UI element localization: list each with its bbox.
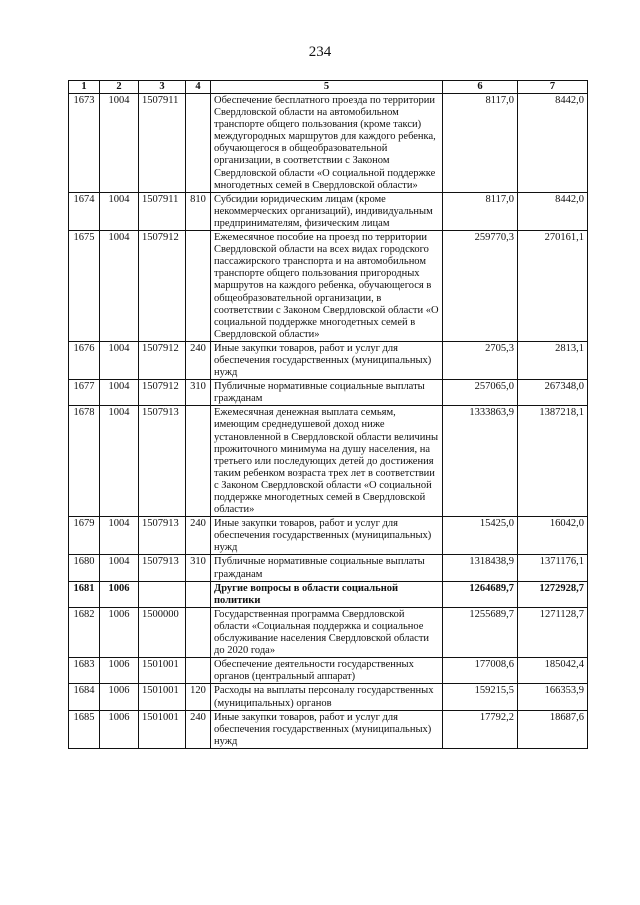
amount-year2-cell: 18687,6 xyxy=(518,710,588,748)
column-header: 3 xyxy=(139,81,186,94)
section-code-cell: 1006 xyxy=(100,684,139,710)
section-code-cell: 1004 xyxy=(100,341,139,379)
target-code-cell: 1501001 xyxy=(139,684,186,710)
amount-year2-cell: 1371176,1 xyxy=(518,555,588,581)
target-code-cell: 1507911 xyxy=(139,192,186,230)
description-cell: Публичные нормативные социальные выплаты гражданам xyxy=(211,555,443,581)
row-number-cell: 1675 xyxy=(69,231,100,342)
amount-year1-cell: 259770,3 xyxy=(443,231,518,342)
description-cell: Обеспечение деятельности государственных органов (центральный аппарат) xyxy=(211,658,443,684)
target-code-cell: 1507913 xyxy=(139,406,186,517)
target-code-cell: 1507911 xyxy=(139,94,186,193)
table-row xyxy=(69,581,588,607)
target-code-cell: 1507913 xyxy=(139,517,186,555)
target-code-cell: 1501001 xyxy=(139,658,186,684)
description-cell: Иные закупки товаров, работ и услуг для обеспечения государственных (муниципальных) нужд xyxy=(211,517,443,555)
table-row xyxy=(69,231,588,342)
amount-year2-cell: 16042,0 xyxy=(518,517,588,555)
amount-year1-cell: 8117,0 xyxy=(443,192,518,230)
table-row xyxy=(69,380,588,406)
row-number-cell: 1677 xyxy=(69,380,100,406)
target-code-cell: 1500000 xyxy=(139,607,186,657)
section-code-cell: 1004 xyxy=(100,231,139,342)
column-header: 4 xyxy=(186,81,211,94)
table-row xyxy=(69,684,588,710)
amount-year1-cell: 1318438,9 xyxy=(443,555,518,581)
row-number-cell: 1679 xyxy=(69,517,100,555)
amount-year1-cell: 17792,2 xyxy=(443,710,518,748)
description-cell: Государственная программа Свердловской области «Социальная поддержка и социальное обслуживание населения Свердловской области до 2020 года» xyxy=(211,607,443,657)
table-row xyxy=(69,406,588,517)
amount-year1-cell: 15425,0 xyxy=(443,517,518,555)
target-code-cell: 1507912 xyxy=(139,231,186,342)
expense-type-cell: 120 xyxy=(186,684,211,710)
description-cell: Ежемесячная денежная выплата семьям, имеющим среднедушевой доход ниже установленной в Свердловской области величины прожиточного минимума на душу населения, на третьего или последующих детей до достижения таким ребенком возраста трех лет в соответствии с Законом Свердловской области «О социальной поддержке многодетных семей в Свердловской области» xyxy=(211,406,443,517)
row-number-cell: 1676 xyxy=(69,341,100,379)
expense-type-cell xyxy=(186,406,211,517)
amount-year2-cell: 185042,4 xyxy=(518,658,588,684)
column-header: 1 xyxy=(69,81,100,94)
target-code-cell: 1507912 xyxy=(139,341,186,379)
description-cell: Публичные нормативные социальные выплаты гражданам xyxy=(211,380,443,406)
row-number-cell: 1680 xyxy=(69,555,100,581)
expense-type-cell xyxy=(186,607,211,657)
amount-year1-cell: 177008,6 xyxy=(443,658,518,684)
table-row xyxy=(69,341,588,379)
row-number-cell: 1678 xyxy=(69,406,100,517)
amount-year1-cell: 8117,0 xyxy=(443,94,518,193)
amount-year1-cell: 2705,3 xyxy=(443,341,518,379)
expense-type-cell xyxy=(186,581,211,607)
expense-type-cell: 310 xyxy=(186,555,211,581)
target-code-cell: 1501001 xyxy=(139,710,186,748)
section-code-cell: 1004 xyxy=(100,555,139,581)
section-code-cell: 1004 xyxy=(100,94,139,193)
row-number-cell: 1684 xyxy=(69,684,100,710)
section-code-cell: 1004 xyxy=(100,406,139,517)
row-number-cell: 1673 xyxy=(69,94,100,193)
description-cell: Расходы на выплаты персоналу государственных (муниципальных) органов xyxy=(211,684,443,710)
row-number-cell: 1685 xyxy=(69,710,100,748)
description-cell: Иные закупки товаров, работ и услуг для обеспечения государственных (муниципальных) нужд xyxy=(211,710,443,748)
description-cell: Субсидии юридическим лицам (кроме некоммерческих организаций), индивидуальным предпринимателям, физическим лицам xyxy=(211,192,443,230)
row-number-cell: 1674 xyxy=(69,192,100,230)
budget-table xyxy=(68,80,588,749)
expense-type-cell: 310 xyxy=(186,380,211,406)
expense-type-cell xyxy=(186,94,211,193)
section-code-cell: 1006 xyxy=(100,710,139,748)
section-code-cell: 1004 xyxy=(100,517,139,555)
table-row xyxy=(69,94,588,193)
expense-type-cell: 240 xyxy=(186,341,211,379)
expense-type-cell: 240 xyxy=(186,517,211,555)
amount-year2-cell: 166353,9 xyxy=(518,684,588,710)
description-cell: Ежемесячное пособие на проезд по территории Свердловской области на всех видах городского пассажирского транспорта и на автомобильном транспорте общего пользования пригородных маршрутов на каждого ребенка, обучающегося в общеобразовательной организации, в соответствии с Законом Свердловской области «О социальной поддержке многодетных семей в Свердловской области» xyxy=(211,231,443,342)
amount-year2-cell: 270161,1 xyxy=(518,231,588,342)
expense-type-cell xyxy=(186,658,211,684)
column-header: 6 xyxy=(443,81,518,94)
table-row xyxy=(69,607,588,657)
page-number: 234 xyxy=(308,44,332,60)
column-header: 2 xyxy=(100,81,139,94)
description-cell: Иные закупки товаров, работ и услуг для обеспечения государственных (муниципальных) нужд xyxy=(211,341,443,379)
table-row xyxy=(69,710,588,748)
amount-year2-cell: 1272928,7 xyxy=(518,581,588,607)
amount-year2-cell: 1387218,1 xyxy=(518,406,588,517)
amount-year2-cell: 267348,0 xyxy=(518,380,588,406)
amount-year2-cell: 2813,1 xyxy=(518,341,588,379)
section-code-cell: 1004 xyxy=(100,192,139,230)
section-code-cell: 1004 xyxy=(100,380,139,406)
amount-year2-cell: 1271128,7 xyxy=(518,607,588,657)
section-code-cell: 1006 xyxy=(100,581,139,607)
row-number-cell: 1681 xyxy=(69,581,100,607)
description-cell: Другие вопросы в области социальной политики xyxy=(211,581,443,607)
section-code-cell: 1006 xyxy=(100,607,139,657)
amount-year1-cell: 1264689,7 xyxy=(443,581,518,607)
amount-year2-cell: 8442,0 xyxy=(518,192,588,230)
table-row xyxy=(69,658,588,684)
description-cell: Обеспечение бесплатного проезда по территории Свердловской области на автомобильном транспорте общего пользования (кроме такси) междугородных маршрутов для каждого ребенка, обучающегося в общеобразовательной организации, в соответствии с Законом Свердловской области «О социальной поддержке многодетных семей в Свердловской области» xyxy=(211,94,443,193)
table-row xyxy=(69,555,588,581)
row-number-cell: 1682 xyxy=(69,607,100,657)
amount-year1-cell: 257065,0 xyxy=(443,380,518,406)
target-code-cell: 1507912 xyxy=(139,380,186,406)
target-code-cell xyxy=(139,581,186,607)
amount-year1-cell: 1255689,7 xyxy=(443,607,518,657)
row-number-cell: 1683 xyxy=(69,658,100,684)
section-code-cell: 1006 xyxy=(100,658,139,684)
column-header: 5 xyxy=(211,81,443,94)
expense-type-cell: 240 xyxy=(186,710,211,748)
header-row xyxy=(69,81,588,94)
expense-type-cell: 810 xyxy=(186,192,211,230)
table-row xyxy=(69,192,588,230)
amount-year1-cell: 1333863,9 xyxy=(443,406,518,517)
amount-year1-cell: 159215,5 xyxy=(443,684,518,710)
column-header: 7 xyxy=(518,81,588,94)
expense-type-cell xyxy=(186,231,211,342)
target-code-cell: 1507913 xyxy=(139,555,186,581)
amount-year2-cell: 8442,0 xyxy=(518,94,588,193)
table-row xyxy=(69,517,588,555)
